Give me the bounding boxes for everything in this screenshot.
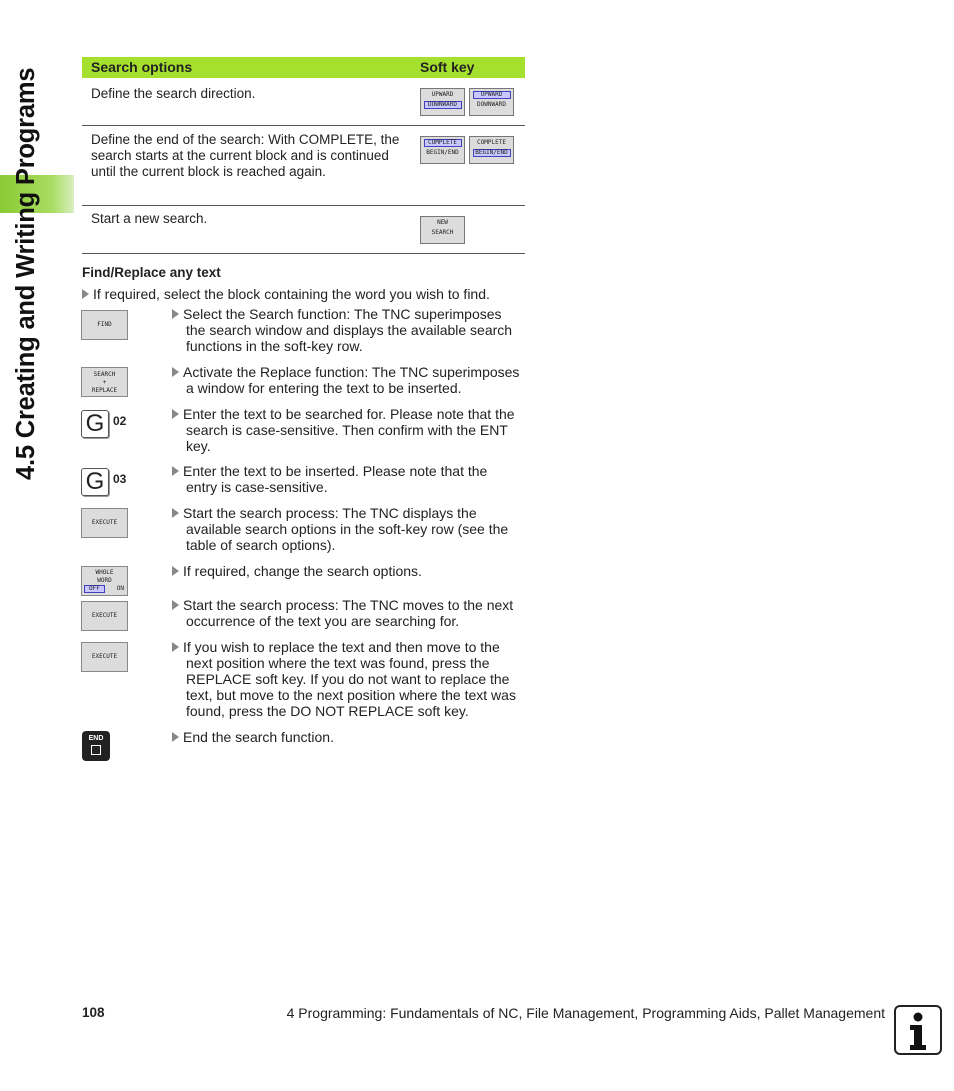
table-header: [82, 57, 525, 78]
execute-softkey[interactable]: EXECUTE: [81, 642, 128, 672]
arrow-icon: [172, 367, 179, 377]
g-key[interactable]: G: [81, 410, 109, 438]
search-options-table: [82, 57, 525, 254]
chapter-title: 4.5 Creating and Writing Programs: [12, 67, 40, 480]
step-change-options: If required, change the search options.: [172, 563, 527, 579]
step-enter-insert-text: Enter the text to be inserted. Please note that the entry is case-sensitive.: [172, 463, 527, 495]
chapter-footer: 4 Programming: Fundamentals of NC, File Management, Programming Aids, Pallet Management: [286, 1005, 885, 1021]
square-icon: [91, 745, 101, 755]
table-row: [82, 78, 525, 126]
section-title: Find/Replace any text: [82, 265, 221, 280]
table-row: [82, 206, 525, 254]
info-icon: [894, 1005, 942, 1055]
table-row: [82, 126, 525, 206]
step-activate-replace: Activate the Replace function: The TNC superimposes a window for entering the text to be inserted.: [172, 364, 527, 396]
arrow-icon: [172, 409, 179, 419]
page-number: 108: [82, 1005, 105, 1020]
g-key[interactable]: G: [81, 468, 109, 496]
step-start-search: Start the search process: The TNC displays the available search options in the soft-key row (see the table of search options).: [172, 505, 527, 553]
execute-softkey[interactable]: EXECUTE: [81, 601, 128, 631]
row-description: Define the end of the search: With COMPLETE, the search starts at the current block and is continued until the current block is reached again.: [91, 132, 400, 179]
arrow-icon: [172, 566, 179, 576]
arrow-icon: [172, 600, 179, 610]
header-soft-key: Soft key: [420, 59, 475, 75]
arrow-icon: [172, 309, 179, 319]
search-replace-softkey[interactable]: SEARCH + REPLACE: [81, 367, 128, 397]
find-softkey[interactable]: FIND: [81, 310, 128, 340]
whole-word-softkey[interactable]: WHOLE WORD OFF ON: [81, 566, 128, 596]
complete-begin-end-softkey[interactable]: COMPLETE BEGIN/END: [420, 136, 465, 164]
step-enter-search-text: Enter the text to be searched for. Please note that the search is case-sensitive. Then confirm with the ENT key.: [172, 406, 527, 454]
row-description: Start a new search.: [91, 211, 208, 226]
upward-downward-softkey-alt[interactable]: UPWARD DOWNWARD: [469, 88, 514, 116]
end-key[interactable]: END: [82, 731, 110, 761]
row-description: Define the search direction.: [91, 86, 256, 101]
info-glyph: [896, 1007, 940, 1053]
header-search-options: Search options: [91, 59, 193, 75]
arrow-icon: [172, 466, 179, 476]
step-replace: If you wish to replace the text and then move to the next position where the text was found, press the REPLACE soft key. If you do not want to replace the text, but move to the next position where the text was found, press the DO NOT REPLACE soft key.: [172, 639, 527, 719]
upward-downward-softkey[interactable]: UPWARD DOWNWARD: [420, 88, 465, 116]
arrow-icon: [172, 508, 179, 518]
step-end-search: End the search function.: [172, 729, 527, 745]
input-label-02: 02: [113, 414, 127, 428]
step-move-next: Start the search process: The TNC moves to the next occurrence of the text you are searching for.: [172, 597, 527, 629]
arrow-icon: [172, 642, 179, 652]
arrow-icon: [82, 289, 89, 299]
complete-begin-end-softkey-alt[interactable]: COMPLETE BEGIN/END: [469, 136, 514, 164]
input-label-03: 03: [113, 472, 127, 486]
new-search-softkey[interactable]: NEW SEARCH: [420, 216, 465, 244]
step-select-search: Select the Search function: The TNC superimposes the search window and displays the available search functions in the soft-key row.: [172, 306, 527, 354]
intro-bullet: If required, select the block containing the word you wish to find.: [82, 286, 490, 302]
arrow-icon: [172, 732, 179, 742]
execute-softkey[interactable]: EXECUTE: [81, 508, 128, 538]
